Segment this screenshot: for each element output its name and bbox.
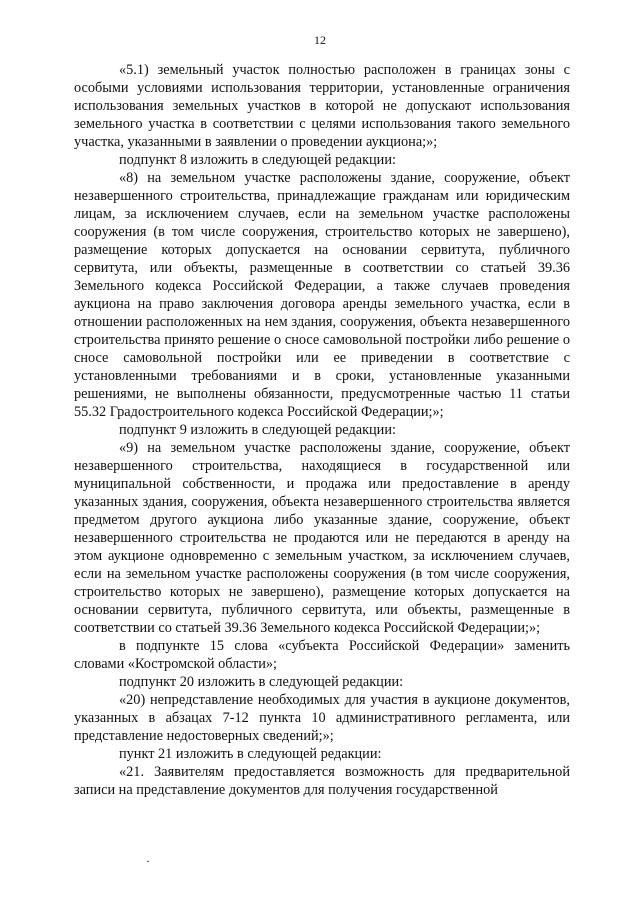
paragraph-subitem-8-intro: подпункт 8 изложить в следующей редакции: bbox=[119, 152, 396, 168]
paragraph-subitem-8-text: «8) на земельном участке расположены здание, сооружение, объект незавершенного строительства, принадлежащие гражданам или юридическим лицам, за исключением случаев, если на земельном участке расположены сооружения (в том числе сооружения, строительство которых не завершено), размещение которых допускается на основании сервитута, публичного сервитута, или объекты, размещенные в соответствии со статьей 39.36 Земельного кодекса Российской Федерации, а также случаев проведения аукциона на право заключения договора аренды земельного участка, если в отношении расположенных на нем здания, сооружения, объекта незавершенного строительства принято решение о сносе самовольной постройки либо решение о сносе самовольной постройки или ее приведении в соответствие с установленными требованиями и в сроки, установленные указанными решениями, не выполнены обязанности, предусмотренные частью 11 статьи 55.32 Градостроительного кодекса Российской Федерации;»; bbox=[74, 170, 570, 420]
stray-mark: · bbox=[146, 854, 150, 868]
paragraph-item-21-intro: пункт 21 изложить в следующей редакции: bbox=[119, 746, 382, 762]
paragraph-subitem-9-intro: подпункт 9 изложить в следующей редакции: bbox=[119, 422, 396, 438]
paragraph-subitem-15: в подпункте 15 слова «субъекта Российской Федерации» заменить словами «Костромской области»; bbox=[74, 638, 570, 672]
paragraph-subitem-20-text: «20) непредставление необходимых для участия в аукционе документов, указанных в абзацах 7-12 пункта 10 административного регламента, или представление недостоверных сведений;»; bbox=[74, 692, 570, 744]
paragraph-subitem-20-intro: подпункт 20 изложить в следующей редакции: bbox=[119, 674, 404, 690]
paragraph-subitem-9-text: «9) на земельном участке расположены здание, сооружение, объект незавершенного строительства, находящиеся в государственной или муниципальной собственности, и продажа или предоставление в аренду указанных здания, сооружения, объекта незавершенного строительства является предметом другого аукциона либо указанные здание, сооружение, объект незавершенного строительства не продаются или не передаются в аренду на этом аукционе одновременно с земельным участком, за исключением случаев, если на земельном участке расположены сооружения (в том числе сооружения, строительство которых не завершено), размещение которых допускается на основании сервитута, публичного сервитута, или объекты, размещенные в соответствии со статьей 39.36 Земельного кодекса Российской Федерации;»; bbox=[74, 440, 570, 636]
document-body bbox=[74, 61, 570, 799]
paragraph-item-21-text: «21. Заявителям предоставляется возможность для предварительной записи на представление документов для получения государственной bbox=[74, 764, 570, 798]
paragraph-5-1: «5.1) земельный участок полностью расположен в границах зоны с особыми условиями использования территории, установленные ограничения использования земельных участков в которой не допускают использования земельного участка в соответствии с целями использования такого земельного участка, указанными в заявлении о проведении аукциона;»; bbox=[74, 62, 570, 150]
page-number: 12 bbox=[314, 33, 326, 47]
